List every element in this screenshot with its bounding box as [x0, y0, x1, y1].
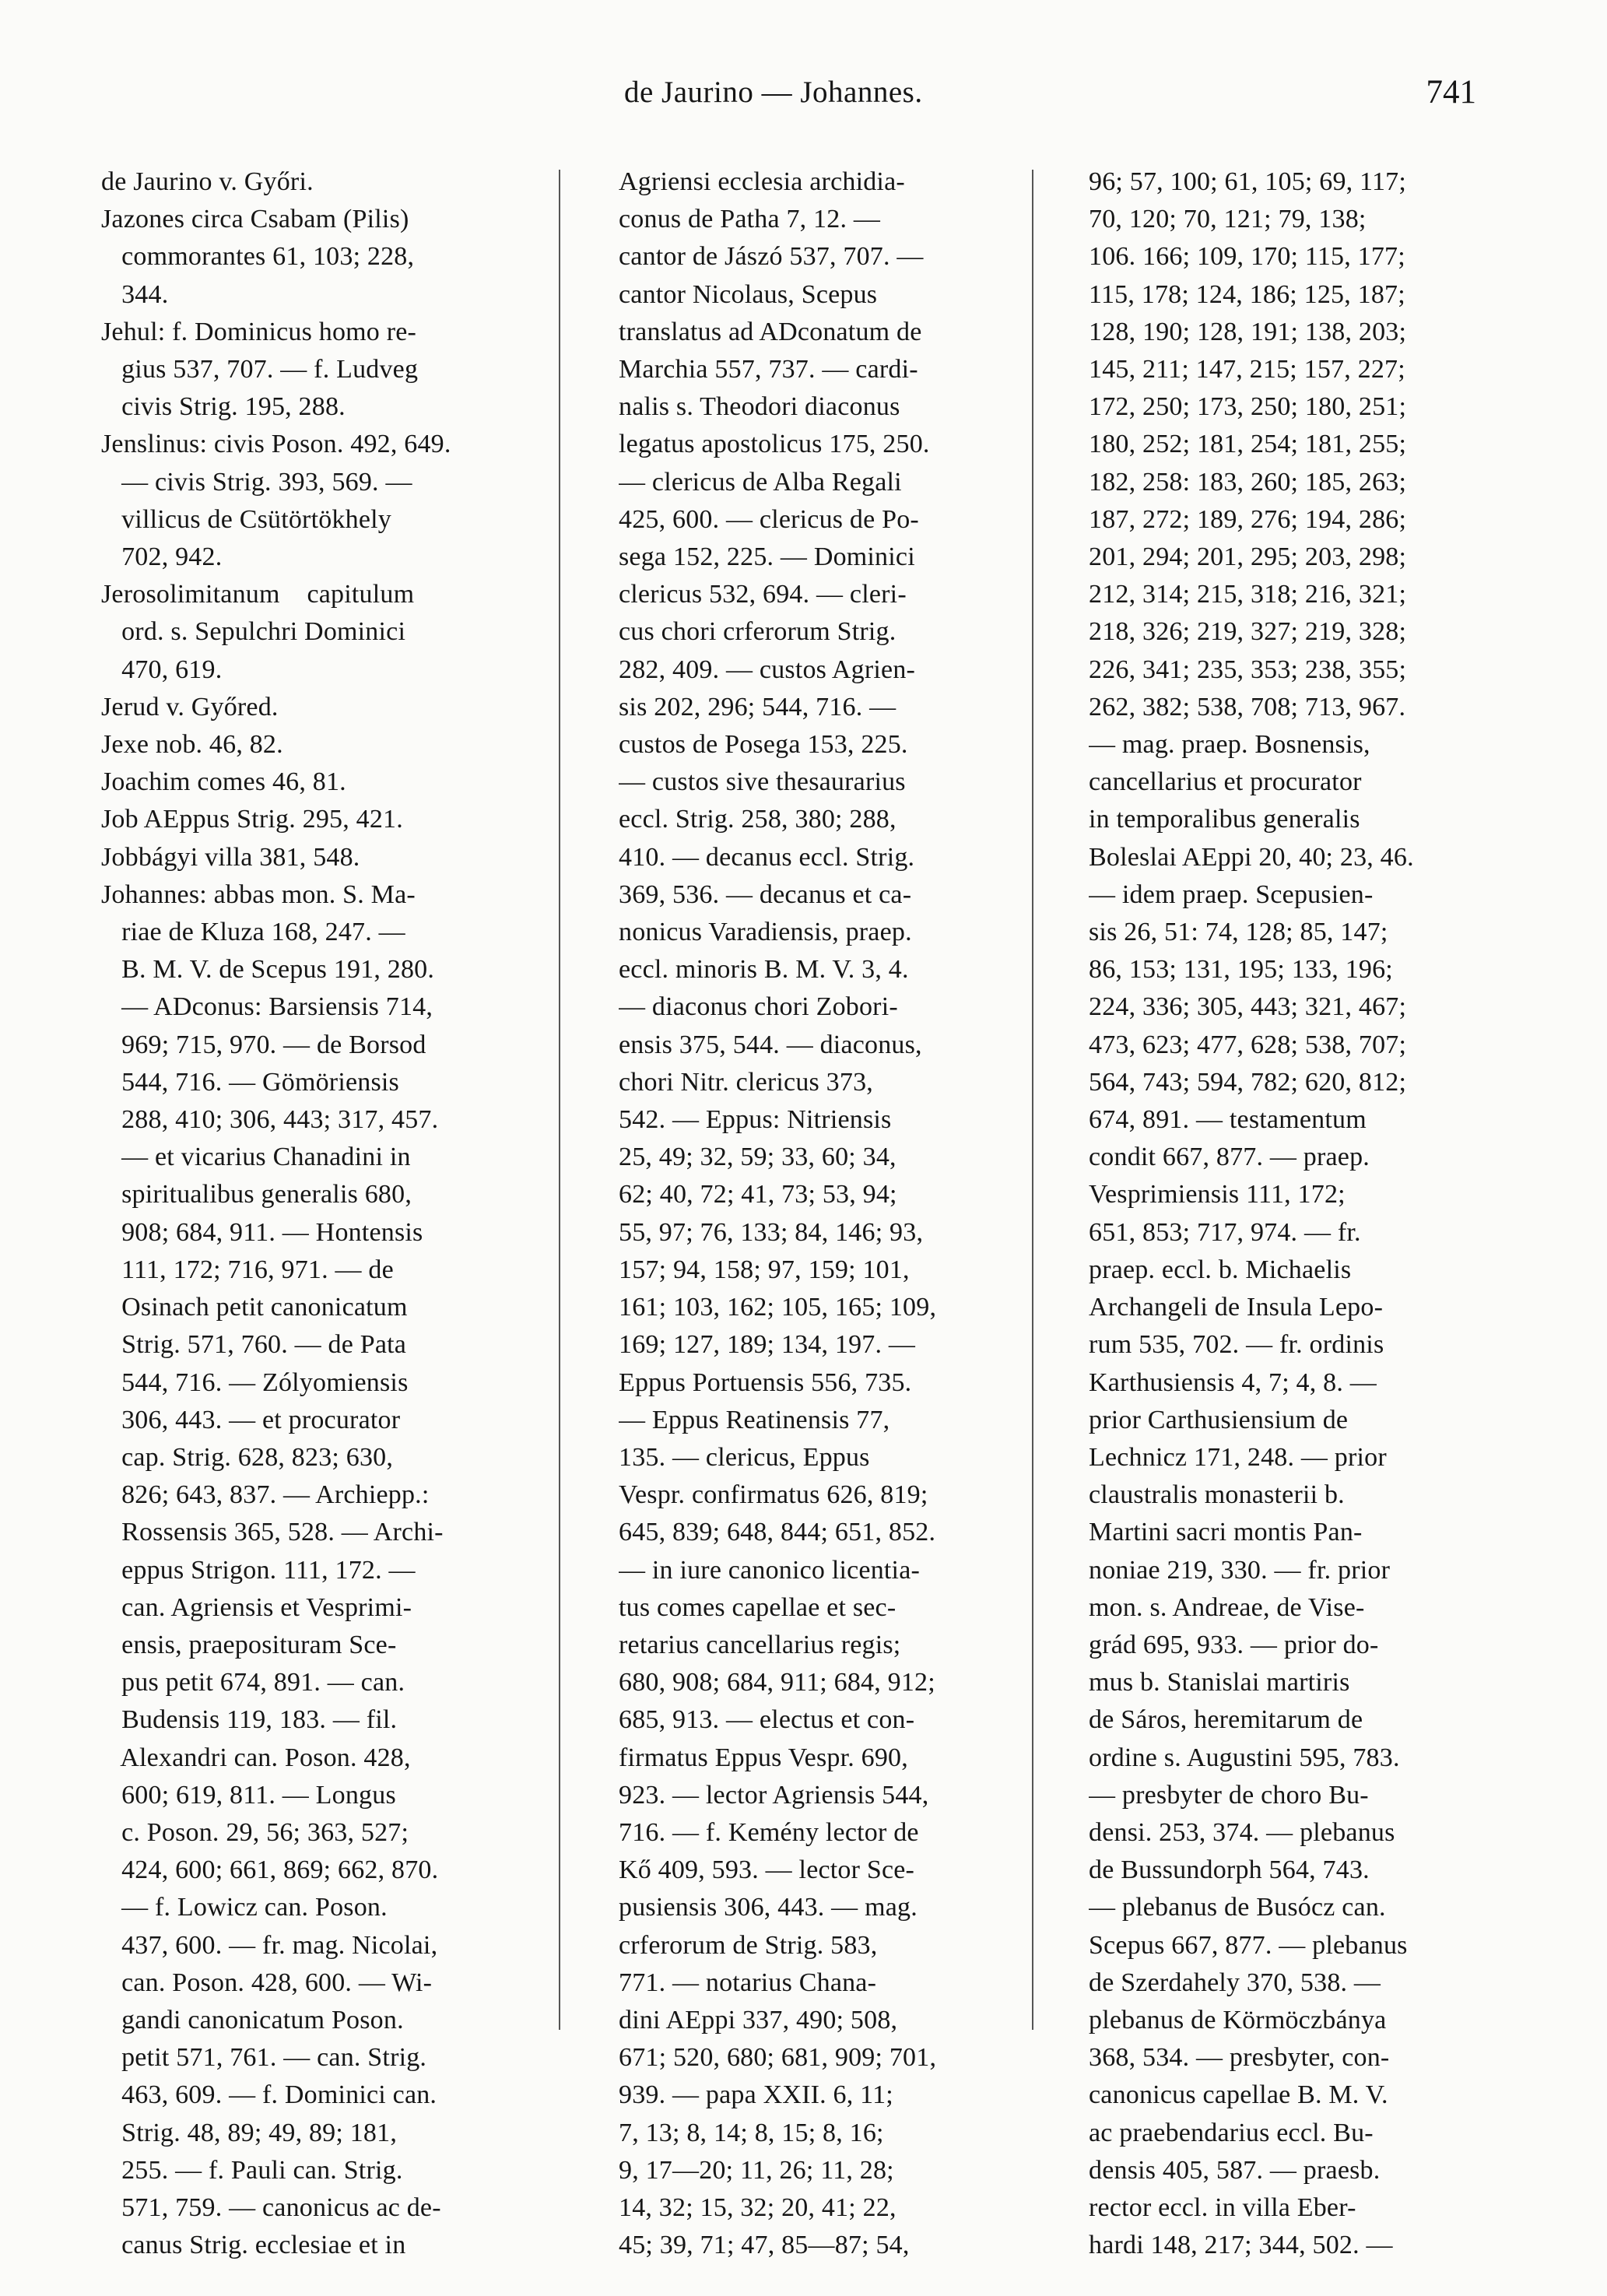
index-line: 128, 190; 128, 191; 138, 203; — [1089, 317, 1407, 346]
index-line: sega 152, 225. — Dominici — [619, 542, 915, 572]
index-line: rum 535, 702. — fr. ordinis — [1089, 1330, 1384, 1360]
index-line: 86, 153; 131, 195; 133, 196; — [1089, 955, 1393, 985]
index-line: — mag. praep. Bosnensis, — [1089, 730, 1370, 760]
index-line: Jerosolimitanum capitulum — [101, 580, 415, 609]
index-line: 187, 272; 189, 276; 194, 286; — [1089, 504, 1407, 534]
index-line: — in iure canonico licentia- — [619, 1555, 921, 1585]
index-line: — plebanus de Busócz can. — [1089, 1893, 1386, 1922]
index-line: in temporalibus generalis — [1089, 805, 1360, 834]
index-line: rector eccl. in villa Eber- — [1089, 2192, 1356, 2222]
index-line: sis 26, 51: 74, 128; 85, 147; — [1089, 918, 1388, 947]
index-line: retarius cancellarius regis; — [619, 1630, 901, 1659]
index-line: Jerud v. Győred. — [101, 692, 279, 721]
index-line: 425, 600. — clericus de Po- — [619, 504, 919, 534]
index-line: villicus de Csütörtökhely — [101, 504, 391, 534]
index-line: Martini sacri montis Pan- — [1089, 1518, 1363, 1547]
index-line: 939. — papa XXII. 6, 11; — [619, 2080, 893, 2110]
index-line: crferorum de Strig. 583, — [619, 1930, 878, 1960]
index-line: B. M. V. de Scepus 191, 280. — [101, 955, 435, 985]
index-line: Job AEppus Strig. 295, 421. — [101, 805, 403, 834]
index-line: plebanus de Körmöczbánya — [1089, 2005, 1387, 2034]
index-line: 923. — lector Agriensis 544, — [619, 1780, 929, 1810]
index-line: Marchia 557, 737. — cardi- — [619, 355, 918, 384]
index-line: dini AEppi 337, 490; 508, — [619, 2005, 898, 2034]
index-line: Archangeli de Insula Lepo- — [1089, 1293, 1384, 1322]
index-line: Scepus 667, 877. — plebanus — [1089, 1930, 1408, 1960]
index-line: tus comes capellae et sec- — [619, 1592, 896, 1622]
index-line: 288, 410; 306, 443; 317, 457. — [101, 1105, 439, 1135]
index-line: 685, 913. — electus et con- — [619, 1705, 915, 1735]
index-line: densis 405, 587. — praesb. — [1089, 2155, 1381, 2185]
index-line: 157; 94, 158; 97, 159; 101, — [619, 1255, 910, 1284]
index-line: 169; 127, 189; 134, 197. — — [619, 1330, 916, 1360]
index-line: 564, 743; 594, 782; 620, 812; — [1089, 1067, 1407, 1097]
index-line: de Bussundorph 564, 743. — [1089, 1855, 1370, 1885]
index-line: 369, 536. — decanus et ca- — [619, 879, 912, 909]
index-line: 571, 759. — canonicus ac de- — [101, 2192, 441, 2222]
index-line: 716. — f. Kemény lector de — [619, 1817, 919, 1847]
index-line: — Eppus Reatinensis 77, — [619, 1405, 890, 1434]
index-line: de Szerdahely 370, 538. — — [1089, 1968, 1381, 1997]
index-line: 645, 839; 648, 844; 651, 852. — [619, 1518, 936, 1547]
index-line: 115, 178; 124, 186; 125, 187; — [1089, 279, 1405, 309]
index-line: cantor de Jászó 537, 707. — — [619, 242, 924, 272]
index-line: 55, 97; 76, 133; 84, 146; 93, — [619, 1217, 924, 1247]
index-column-2 — [619, 163, 1044, 2264]
page-number: 741 — [1426, 74, 1476, 111]
index-line: cus chori crferorum Strig. — [619, 617, 896, 647]
index-line: condit 667, 877. — praep. — [1089, 1143, 1370, 1172]
index-line: Alexandri can. Poson. 428, — [101, 1743, 411, 1772]
index-line: de Jaurino v. Győri. — [101, 167, 314, 196]
index-line: 14, 32; 15, 32; 20, 41; 22, — [619, 2192, 896, 2222]
index-line: c. Poson. 29, 56; 363, 527; — [101, 1817, 409, 1847]
index-line: 463, 609. — f. Dominici can. — [101, 2080, 437, 2110]
index-line: conus de Patha 7, 12. — — [619, 205, 881, 234]
index-line: 969; 715, 970. — de Borsod — [101, 1030, 426, 1059]
index-line: 9, 17—20; 11, 26; 11, 28; — [619, 2155, 894, 2185]
index-line: firmatus Eppus Vespr. 690, — [619, 1743, 908, 1772]
index-line: claustralis monasterii b. — [1089, 1480, 1345, 1510]
index-line: 771. — notarius Chana- — [619, 1968, 877, 1997]
index-line: Lechnicz 171, 248. — prior — [1089, 1442, 1387, 1472]
index-line: sis 202, 296; 544, 716. — — [619, 692, 896, 721]
index-line: 224, 336; 305, 443; 321, 467; — [1089, 992, 1407, 1022]
index-line: Jobbágyi villa 381, 548. — [101, 842, 360, 872]
index-line: praep. eccl. b. Michaelis — [1089, 1255, 1352, 1284]
index-line: Vespr. confirmatus 626, 819; — [619, 1480, 928, 1510]
index-line: Kő 409, 593. — lector Sce- — [619, 1855, 915, 1885]
index-line: cantor Nicolaus, Scepus — [619, 279, 878, 309]
index-line: 424, 600; 661, 869; 662, 870. — [101, 1855, 439, 1885]
index-line: — diaconus chori Zobori- — [619, 992, 898, 1022]
index-line: 306, 443. — et procurator — [101, 1405, 401, 1434]
index-line: Jehul: f. Dominicus homo re- — [101, 317, 417, 346]
index-line: 600; 619, 811. — Longus — [101, 1780, 396, 1810]
index-line: nonicus Varadiensis, praep. — [619, 918, 912, 947]
index-line: noniae 219, 330. — fr. prior — [1089, 1555, 1391, 1585]
index-line: 674, 891. — testamentum — [1089, 1105, 1367, 1135]
index-line: ensis 375, 544. — diaconus, — [619, 1030, 922, 1059]
index-line: 96; 57, 100; 61, 105; 69, 117; — [1089, 167, 1407, 196]
index-line: 437, 600. — fr. mag. Nicolai, — [101, 1930, 438, 1960]
index-line: ac praebendarius eccl. Bu- — [1089, 2118, 1374, 2147]
index-line: Jazones circa Csabam (Pilis) — [101, 205, 409, 234]
index-line: 62; 40, 72; 41, 73; 53, 94; — [619, 1180, 897, 1209]
index-line: 651, 853; 717, 974. — fr. — [1089, 1217, 1361, 1247]
index-line: 680, 908; 684, 911; 684, 912; — [619, 1668, 935, 1697]
index-line: 470, 619. — [101, 655, 223, 684]
index-line: eppus Strigon. 111, 172. — — [101, 1555, 416, 1585]
index-line: 172, 250; 173, 250; 180, 251; — [1089, 392, 1407, 422]
index-line: — presbyter de choro Bu- — [1089, 1780, 1369, 1810]
index-line: 410. — decanus eccl. Strig. — [619, 842, 915, 872]
index-line: prior Carthusiensium de — [1089, 1405, 1349, 1434]
index-line: canonicus capellae B. M. V. — [1089, 2080, 1388, 2110]
index-line: legatus apostolicus 175, 250. — [619, 430, 930, 459]
column-divider-1 — [559, 170, 560, 2030]
index-line: 135. — clericus, Eppus — [619, 1442, 870, 1472]
index-line: 70, 120; 70, 121; 79, 138; — [1089, 205, 1367, 234]
index-line: 344. — [101, 279, 169, 309]
index-line: cap. Strig. 628, 823; 630, — [101, 1442, 394, 1472]
index-line: 826; 643, 837. — Archiepp.: — [101, 1480, 430, 1510]
index-line: 226, 341; 235, 353; 238, 355; — [1089, 655, 1407, 684]
index-line: 180, 252; 181, 254; 181, 255; — [1089, 430, 1407, 459]
index-line: Vesprimiensis 111, 172; — [1089, 1180, 1346, 1209]
index-line: — idem praep. Scepusien- — [1089, 879, 1374, 909]
index-line: Agriensi ecclesia archidia- — [619, 167, 905, 196]
index-line: 908; 684, 911. — Hontensis — [101, 1217, 423, 1247]
index-line: commorantes 61, 103; 228, — [101, 242, 415, 272]
index-line: custos de Posega 153, 225. — [619, 730, 908, 760]
index-line: 282, 409. — custos Agrien- — [619, 655, 916, 684]
index-line: 218, 326; 219, 327; 219, 328; — [1089, 617, 1407, 647]
index-line: mus b. Stanislai martiris — [1089, 1668, 1350, 1697]
index-line: Osinach petit canonicatum — [101, 1293, 408, 1322]
running-head — [0, 75, 1607, 121]
index-line: ord. s. Sepulchri Dominici — [101, 617, 406, 647]
index-line: translatus ad ADconatum de — [619, 317, 922, 346]
index-line: 201, 294; 201, 295; 203, 298; — [1089, 542, 1407, 572]
index-line: Strig. 571, 760. — de Pata — [101, 1330, 407, 1360]
index-line: — custos sive thesaurarius — [619, 767, 906, 797]
index-line: 473, 623; 477, 628; 538, 707; — [1089, 1030, 1407, 1059]
index-line: pusiensis 306, 443. — mag. — [619, 1893, 918, 1922]
index-line: mon. s. Andreae, de Vise- — [1089, 1592, 1365, 1622]
index-line: 182, 258: 183, 260; 185, 263; — [1089, 467, 1407, 497]
index-line: nalis s. Theodori diaconus — [619, 392, 900, 422]
running-title: de Jaurino — Johannes. — [624, 75, 923, 109]
index-line: 542. — Eppus: Nitriensis — [619, 1105, 892, 1135]
index-line: 25, 49; 32, 59; 33, 60; 34, — [619, 1143, 896, 1172]
index-line: ensis, praeposituram Sce- — [101, 1630, 397, 1659]
index-line: — f. Lowicz can. Poson. — [101, 1893, 388, 1922]
index-line: 368, 534. — presbyter, con- — [1089, 2043, 1390, 2073]
index-line: hardi 148, 217; 344, 502. — — [1089, 2231, 1393, 2260]
index-line: 544, 716. — Zólyomiensis — [101, 1367, 409, 1397]
index-line: 45; 39, 71; 47, 85—87; 54, — [619, 2231, 910, 2260]
index-line: — civis Strig. 393, 569. — — [101, 467, 412, 497]
index-line: eccl. minoris B. M. V. 3, 4. — [619, 955, 909, 985]
column-divider-2 — [1032, 170, 1033, 2030]
index-line: 145, 211; 147, 215; 157, 227; — [1089, 355, 1405, 384]
index-line: Johannes: abbas mon. S. Ma- — [101, 879, 416, 909]
index-line: spiritualibus generalis 680, — [101, 1180, 412, 1209]
index-line: canus Strig. ecclesiae et in — [101, 2231, 406, 2260]
index-line: petit 571, 761. — can. Strig. — [101, 2043, 427, 2073]
index-line: civis Strig. 195, 288. — [101, 392, 346, 422]
index-line: — ADconus: Barsiensis 714, — [101, 992, 433, 1022]
index-line: Jexe nob. 46, 82. — [101, 730, 283, 760]
index-line: clericus 532, 694. — cleri- — [619, 580, 907, 609]
index-line: 702, 942. — [101, 542, 223, 572]
index-line: can. Agriensis et Vesprimi- — [101, 1592, 412, 1622]
index-line: gandi canonicatum Poson. — [101, 2005, 404, 2034]
index-line: grád 695, 933. — prior do- — [1089, 1630, 1379, 1659]
index-column-3 — [1089, 163, 1484, 2264]
index-line: 262, 382; 538, 708; 713, 967. — [1089, 692, 1406, 721]
index-line: 111, 172; 716, 971. — de — [101, 1255, 394, 1284]
index-line: — clericus de Alba Regali — [619, 467, 902, 497]
index-column-1 — [101, 163, 543, 2264]
index-line: gius 537, 707. — f. Ludveg — [101, 355, 419, 384]
index-line: ordine s. Augustini 595, 783. — [1089, 1743, 1400, 1772]
index-line: eccl. Strig. 258, 380; 288, — [619, 805, 896, 834]
index-line: Boleslai AEppi 20, 40; 23, 46. — [1089, 842, 1414, 872]
index-line: 161; 103, 162; 105, 165; 109, — [619, 1293, 937, 1322]
index-line: pus petit 674, 891. — can. — [101, 1668, 405, 1697]
index-line: 7, 13; 8, 14; 8, 15; 8, 16; — [619, 2118, 884, 2147]
index-line: Karthusiensis 4, 7; 4, 8. — — [1089, 1367, 1377, 1397]
index-line: 544, 716. — Gömöriensis — [101, 1067, 399, 1097]
index-line: Rossensis 365, 528. — Archi- — [101, 1518, 444, 1547]
index-line: chori Nitr. clericus 373, — [619, 1067, 873, 1097]
index-line: 106. 166; 109, 170; 115, 177; — [1089, 242, 1405, 272]
index-line: 212, 314; 215, 318; 216, 321; — [1089, 580, 1407, 609]
index-line: Jenslinus: civis Poson. 492, 649. — [101, 430, 451, 459]
index-line: Budensis 119, 183. — fil. — [101, 1705, 398, 1735]
index-line: 255. — f. Pauli can. Strig. — [101, 2155, 403, 2185]
index-line: — et vicarius Chanadini in — [101, 1143, 411, 1172]
index-line: 671; 520, 680; 681, 909; 701, — [619, 2043, 937, 2073]
index-line: Joachim comes 46, 81. — [101, 767, 346, 797]
index-line: cancellarius et procurator — [1089, 767, 1362, 797]
index-line: densi. 253, 374. — plebanus — [1089, 1817, 1395, 1847]
index-line: Strig. 48, 89; 49, 89; 181, — [101, 2118, 398, 2147]
index-line: can. Poson. 428, 600. — Wi- — [101, 1968, 433, 1997]
index-line: Eppus Portuensis 556, 735. — [619, 1367, 912, 1397]
index-line: riae de Kluza 168, 247. — — [101, 918, 405, 947]
index-line: de Sáros, heremitarum de — [1089, 1705, 1363, 1735]
